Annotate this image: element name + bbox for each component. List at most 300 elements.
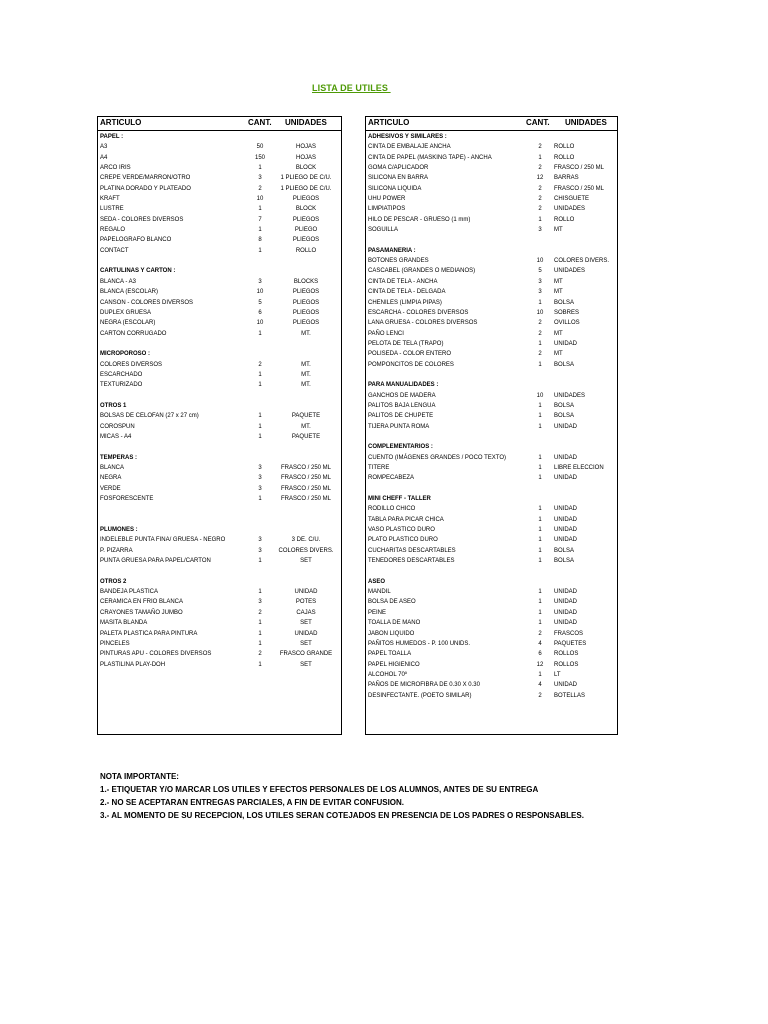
item-quantity: 12 xyxy=(536,661,544,668)
item-unit: PLIEGOS xyxy=(292,237,320,244)
table-row xyxy=(98,432,341,442)
item-quantity: 2 xyxy=(538,144,542,151)
item-unit: UNIDADES xyxy=(554,392,586,399)
item-unit: SOBRES xyxy=(554,309,580,316)
table-row xyxy=(366,266,617,276)
item-name: TENEDORES DESCARTABLES xyxy=(368,558,455,565)
item-name: A3 xyxy=(100,144,108,151)
table-row xyxy=(98,163,341,173)
item-unit: FRASCO / 250 ML xyxy=(280,485,331,492)
item-quantity: 1 xyxy=(538,516,542,523)
item-unit: 1 PLIEGO DE C/U. xyxy=(280,175,332,182)
item-unit: UNIDADES xyxy=(554,206,586,213)
table-row xyxy=(366,194,617,204)
item-name: VASO PLASTICO DURO xyxy=(368,527,435,534)
table-row xyxy=(366,515,617,525)
item-unit: PAQUETE xyxy=(291,433,321,440)
item-unit: UNIDAD xyxy=(554,537,578,544)
item-unit: PAQUETES xyxy=(554,640,587,647)
note-2: 2.- NO SE ACEPTARAN ENTREGAS PARCIALES, A FIN DE EVITAR CONFUSION. xyxy=(100,798,405,807)
item-quantity: 2 xyxy=(258,361,262,368)
table-row xyxy=(366,360,617,370)
table-row xyxy=(98,463,341,473)
header-articulo: ARTICULO xyxy=(368,118,410,127)
table-row xyxy=(366,256,617,266)
item-quantity: 1 xyxy=(258,640,262,647)
item-name: POLISEDA - COLOR ENTERO xyxy=(368,351,452,358)
blank-row xyxy=(98,515,341,525)
section-heading-row xyxy=(366,577,617,587)
table-row xyxy=(98,360,341,370)
table-row xyxy=(98,318,341,328)
item-unit: COLORES DIVERS. xyxy=(554,258,610,265)
section-heading-row xyxy=(98,453,341,463)
item-unit: SET xyxy=(300,620,312,627)
item-quantity: 10 xyxy=(256,320,264,327)
item-quantity: 1 xyxy=(538,589,542,596)
item-quantity: 2 xyxy=(538,630,542,637)
section-heading: OTROS 1 xyxy=(100,402,127,409)
item-quantity: 50 xyxy=(256,144,264,151)
table-row xyxy=(98,287,341,297)
item-unit: MT. xyxy=(301,330,311,337)
item-name: FOSFORESCENTE xyxy=(100,496,154,503)
blank-row xyxy=(98,442,341,452)
table-row xyxy=(98,629,341,639)
table-row xyxy=(98,153,341,163)
item-quantity: 1 xyxy=(538,423,542,430)
item-quantity: 7 xyxy=(258,216,262,223)
item-quantity: 8 xyxy=(258,237,262,244)
item-name: PAÑITOS HUMEDOS - P. 100 UNIDS. xyxy=(368,640,471,647)
item-name: TIJERA PUNTA ROMA xyxy=(368,423,430,430)
item-quantity: 1 xyxy=(538,537,542,544)
item-unit: BOLSA xyxy=(554,558,575,565)
table-row xyxy=(98,639,341,649)
item-name: PAPEL TOALLA xyxy=(368,651,412,658)
item-name: LUSTRE xyxy=(100,206,124,213)
item-quantity: 1 xyxy=(538,413,542,420)
item-unit: MT. xyxy=(301,423,311,430)
item-unit: UNIDAD xyxy=(554,340,578,347)
item-unit: UNIDADES xyxy=(554,268,586,275)
table-row xyxy=(366,670,617,680)
item-name: CRAYONES TAMAÑO JUMBO xyxy=(100,609,183,616)
table-row xyxy=(98,422,341,432)
item-unit: FRASCO / 250 ML xyxy=(554,165,605,172)
item-name: COROSPUN xyxy=(100,423,135,430)
item-name: BLANCA (ESCOLAR) xyxy=(100,289,159,296)
item-unit: UNIDAD xyxy=(554,682,578,689)
item-quantity: 3 xyxy=(258,537,262,544)
item-unit: HOJAS xyxy=(295,154,316,161)
section-heading-row xyxy=(98,132,341,142)
blank-row xyxy=(366,370,617,380)
item-unit: BLOCK xyxy=(295,165,317,172)
table-row xyxy=(366,308,617,318)
item-name: GOMA C/APLICADOR xyxy=(368,165,429,172)
item-quantity: 12 xyxy=(536,175,544,182)
item-unit: ROLLO xyxy=(554,216,575,223)
section-heading-row xyxy=(98,266,341,276)
item-unit: BLOCK xyxy=(295,206,317,213)
item-name: PLATO PLASTICO DURO xyxy=(368,537,438,544)
item-unit: MT xyxy=(554,227,563,234)
item-name: PAPELOGRAFO BLANCO xyxy=(100,237,172,244)
item-name: A4 xyxy=(100,154,108,161)
item-unit: HOJAS xyxy=(295,144,316,151)
item-unit: MT. xyxy=(301,371,311,378)
item-quantity: 2 xyxy=(538,330,542,337)
section-heading-row xyxy=(366,494,617,504)
table-row xyxy=(366,597,617,607)
table-row xyxy=(98,556,341,566)
blank-row xyxy=(98,256,341,266)
item-unit: FRASCO / 250 ML xyxy=(280,496,331,503)
item-unit: ROLLO xyxy=(554,154,575,161)
table-row xyxy=(98,225,341,235)
item-quantity: 1 xyxy=(538,527,542,534)
table-row xyxy=(98,411,341,421)
item-unit: UNIDAD xyxy=(294,630,318,637)
table-row xyxy=(98,660,341,670)
item-name: TITERE xyxy=(368,465,390,471)
important-notes xyxy=(100,772,584,824)
item-quantity: 10 xyxy=(256,289,264,296)
item-quantity: 2 xyxy=(538,185,542,192)
item-name: PAPEL HIGIENICO xyxy=(368,661,420,668)
item-quantity: 4 xyxy=(538,682,542,689)
section-heading: PASAMANERIA : xyxy=(368,247,416,254)
item-unit: SET xyxy=(300,661,312,668)
item-name: CINTA DE EMBALAJE ANCHA xyxy=(368,144,451,151)
item-quantity: 2 xyxy=(258,185,262,192)
item-unit: CAJAS xyxy=(296,609,316,616)
item-unit: MT xyxy=(554,289,563,296)
item-name: ESCARCHA - COLORES DIVERSOS xyxy=(368,309,469,316)
item-unit: MT xyxy=(554,278,563,285)
table-row xyxy=(366,411,617,421)
table-row xyxy=(366,298,617,308)
item-quantity: 1 xyxy=(258,382,262,389)
item-quantity: 3 xyxy=(538,289,542,296)
item-unit: UNIDAD xyxy=(554,454,578,461)
item-unit: CHISGUETE xyxy=(554,196,590,203)
section-heading: PLUMONES : xyxy=(100,527,138,534)
item-quantity: 1 xyxy=(258,330,262,337)
item-quantity: 1 xyxy=(258,661,262,668)
item-quantity: 1 xyxy=(538,154,542,161)
item-unit: MT xyxy=(554,351,563,358)
table-row xyxy=(98,277,341,287)
item-quantity: 1 xyxy=(258,496,262,503)
item-unit: PLIEGOS xyxy=(292,289,320,296)
item-name: P. PIZARRA xyxy=(100,547,133,554)
item-quantity: 3 xyxy=(258,599,262,606)
table-row xyxy=(366,153,617,163)
item-quantity: 1 xyxy=(258,620,262,627)
item-name: BOTONES GRANDES xyxy=(368,258,429,265)
table-row xyxy=(98,494,341,504)
table-row xyxy=(98,380,341,390)
item-unit: PLIEGOS xyxy=(292,320,320,327)
item-unit: FRASCOS xyxy=(554,630,584,637)
item-quantity: 3 xyxy=(258,475,262,482)
item-unit: FRASCO / 250 ML xyxy=(554,185,605,192)
header-cant: CANT. xyxy=(526,118,550,127)
table-row xyxy=(366,608,617,618)
item-name: ALCOHOL 70º xyxy=(368,671,407,678)
item-unit: BOLSA xyxy=(554,402,575,409)
item-quantity: 1 xyxy=(258,433,262,440)
table-row xyxy=(366,391,617,401)
right-supplies-table xyxy=(365,116,618,735)
table-row xyxy=(366,142,617,152)
header-unidades: UNIDADES xyxy=(285,118,327,127)
item-quantity: 1 xyxy=(258,165,262,172)
table-header xyxy=(98,117,341,131)
header-unidades: UNIDADES xyxy=(565,118,607,127)
item-name: LANA GRUESA - COLORES DIVERSOS xyxy=(368,320,478,327)
table-row xyxy=(366,163,617,173)
item-quantity: 1 xyxy=(538,216,542,223)
table-row xyxy=(98,473,341,483)
table-row xyxy=(366,546,617,556)
section-heading: MINI CHEFF - TALLER xyxy=(368,496,431,503)
item-quantity: 2 xyxy=(538,351,542,358)
item-unit: BARRAS xyxy=(554,175,579,182)
item-unit: PLIEGOS xyxy=(292,216,320,223)
table-row xyxy=(366,173,617,183)
table-row xyxy=(366,535,617,545)
item-name: ROMPECABEZA xyxy=(368,475,415,482)
item-unit: BOLSA xyxy=(554,361,575,368)
item-name: CERAMICA EN FRIO BLANCA xyxy=(100,599,184,606)
item-quantity: 1 xyxy=(538,465,542,471)
table-row xyxy=(366,339,617,349)
item-name: HILO DE PESCAR - GRUESO (1 mm) xyxy=(368,216,471,223)
table-row xyxy=(98,535,341,545)
section-heading-row xyxy=(98,401,341,411)
table-row xyxy=(366,618,617,628)
item-quantity: 5 xyxy=(258,299,262,306)
blank-row xyxy=(366,484,617,494)
table-row xyxy=(98,204,341,214)
table-row xyxy=(98,370,341,380)
item-unit: MT xyxy=(554,330,563,337)
item-name: BOLSAS DE CELOFAN (27 x 27 cm) xyxy=(100,413,199,420)
table-row xyxy=(366,587,617,597)
section-heading: ASEO xyxy=(368,578,386,585)
blank-row xyxy=(98,391,341,401)
item-name: TABLA PARA PICAR CHICA xyxy=(368,516,444,523)
item-unit: MT. xyxy=(301,382,311,389)
table-row xyxy=(98,235,341,245)
table-row xyxy=(366,660,617,670)
item-unit: UNIDAD xyxy=(554,475,578,482)
item-name: SOGUILLA xyxy=(368,227,399,234)
item-quantity: 1 xyxy=(258,206,262,213)
left-rows xyxy=(98,132,341,670)
item-quantity: 10 xyxy=(536,258,544,265)
item-name: TOALLA DE MANO xyxy=(368,620,421,627)
item-name: PEINE xyxy=(368,609,387,616)
table-row xyxy=(366,204,617,214)
table-row xyxy=(366,556,617,566)
table-row xyxy=(366,691,617,701)
table-row xyxy=(366,225,617,235)
item-name: RODILLO CHICO xyxy=(368,506,416,513)
item-quantity: 3 xyxy=(538,227,542,234)
blank-row xyxy=(366,432,617,442)
table-row xyxy=(366,287,617,297)
item-quantity: 1 xyxy=(258,558,262,565)
section-heading-row xyxy=(366,132,617,142)
item-quantity: 1 xyxy=(538,547,542,554)
item-name: DUPLEX GRUESA xyxy=(100,309,152,316)
item-name: PLASTILINA PLAY-DOH xyxy=(100,661,166,668)
item-quantity: 1 xyxy=(538,599,542,606)
item-unit: UNIDAD xyxy=(554,516,578,523)
item-name: CREPE VERDE/MARRON/OTRO xyxy=(100,175,191,182)
item-name: SEDA - COLORES DIVERSOS xyxy=(100,216,184,223)
item-unit: BOLSA xyxy=(554,299,575,306)
item-name: PLATINA DORADO Y PLATEADO xyxy=(100,185,191,192)
section-heading: MICROPOROSO : xyxy=(100,351,151,358)
item-unit: FRASCO GRANDE xyxy=(279,651,333,658)
table-row xyxy=(98,173,341,183)
item-quantity: 1 xyxy=(258,423,262,430)
section-heading: CARTULINAS Y CARTON : xyxy=(100,268,176,275)
table-row xyxy=(366,184,617,194)
table-row xyxy=(98,215,341,225)
note-1: 1.- ETIQUETAR Y/O MARCAR LOS UTILES Y EFECTOS PERSONALES DE LOS ALUMNOS, ANTES DE SU ENTREGA xyxy=(100,785,539,794)
item-quantity: 1 xyxy=(538,620,542,627)
item-unit: UNIDAD xyxy=(294,589,318,596)
item-quantity: 1 xyxy=(258,630,262,637)
item-name: LIMPIATIPOS xyxy=(368,206,406,213)
item-unit: PLIEGO xyxy=(294,227,318,234)
item-name: PINTURAS APU - COLORES DIVERSOS xyxy=(100,651,212,658)
table-row xyxy=(98,618,341,628)
item-quantity: 1 xyxy=(538,454,542,461)
item-name: COLORES DIVERSOS xyxy=(100,361,163,368)
item-quantity: 4 xyxy=(538,640,542,647)
table-row xyxy=(98,608,341,618)
section-heading-row xyxy=(366,380,617,390)
section-heading-row xyxy=(98,577,341,587)
item-quantity: 1 xyxy=(258,227,262,234)
item-name: CARTON CORRUGADO xyxy=(100,330,167,337)
header-articulo: ARTICULO xyxy=(100,118,142,127)
item-name: BLANCA xyxy=(100,465,125,471)
item-quantity: 10 xyxy=(536,392,544,399)
item-quantity: 2 xyxy=(538,206,542,213)
item-quantity: 2 xyxy=(538,320,542,327)
table-row xyxy=(366,329,617,339)
blank-row xyxy=(98,339,341,349)
item-name: TEXTURIZADO xyxy=(100,382,143,389)
table-row xyxy=(98,329,341,339)
item-unit: ROLLO xyxy=(295,247,317,254)
item-unit: ROLLO xyxy=(554,144,575,151)
item-unit: PLIEGOS xyxy=(292,196,320,203)
table-row xyxy=(98,194,341,204)
item-quantity: 2 xyxy=(538,196,542,203)
item-name: BOLSA DE ASEO xyxy=(368,599,416,606)
item-name: PINCELES xyxy=(100,640,130,647)
table-row xyxy=(366,277,617,287)
item-quantity: 1 xyxy=(538,558,542,565)
item-name: SILICONA LIQUIDA xyxy=(368,185,422,192)
item-unit: UNIDAD xyxy=(554,609,578,616)
item-quantity: 1 xyxy=(258,413,262,420)
table-row xyxy=(98,484,341,494)
item-quantity: 3 xyxy=(258,547,262,554)
table-row xyxy=(366,473,617,483)
table-row xyxy=(366,639,617,649)
blank-row xyxy=(98,566,341,576)
item-name: CINTA DE TELA - DELGADA xyxy=(368,289,446,296)
item-quantity: 2 xyxy=(258,651,262,658)
item-name: PALITOS DE CHUPETE xyxy=(368,413,434,420)
section-heading: ADHESIVOS Y SIMILARES : xyxy=(368,134,447,140)
item-quantity: 1 xyxy=(258,371,262,378)
item-quantity: 1 xyxy=(538,671,542,678)
table-row xyxy=(366,504,617,514)
item-quantity: 6 xyxy=(538,651,542,658)
item-quantity: 5 xyxy=(538,268,542,275)
page-title: LISTA DE UTILES xyxy=(312,83,391,93)
section-heading: COMPLEMENTARIOS : xyxy=(368,444,433,451)
table-row xyxy=(98,246,341,256)
item-unit: ROLLOS xyxy=(554,651,579,658)
item-quantity: 1 xyxy=(538,361,542,368)
table-row xyxy=(366,349,617,359)
section-heading-row xyxy=(366,246,617,256)
item-name: GANCHOS DE MADERA xyxy=(368,392,436,399)
item-name: BLANCA - A3 xyxy=(100,278,137,285)
item-unit: 1 PLIEGO DE C/U. xyxy=(280,185,332,192)
item-quantity: 3 xyxy=(258,465,262,471)
item-name: CONTACT xyxy=(100,247,129,254)
item-unit: POTES xyxy=(295,599,317,606)
item-name: PAÑOS DE MICROFIBRA DE 0.30 X 0.30 xyxy=(368,682,480,689)
item-unit: COLORES DIVERS. xyxy=(278,547,334,554)
item-unit: UNIDAD xyxy=(554,527,578,534)
item-unit: SET xyxy=(300,558,312,565)
blank-row xyxy=(366,235,617,245)
item-name: PALITOS BAJA LENGUA xyxy=(368,402,436,409)
item-unit: UNIDAD xyxy=(554,599,578,606)
item-unit: UNIDAD xyxy=(554,589,578,596)
table-header xyxy=(366,117,617,131)
item-quantity: 1 xyxy=(538,340,542,347)
item-name: NEGRA (ESCOLAR) xyxy=(100,320,156,327)
item-quantity: 1 xyxy=(538,609,542,616)
item-quantity: 3 xyxy=(258,485,262,492)
table-row xyxy=(366,215,617,225)
table-row xyxy=(366,649,617,659)
item-quantity: 10 xyxy=(536,309,544,316)
section-heading: OTROS 2 xyxy=(100,578,127,585)
section-heading-row xyxy=(98,525,341,535)
item-quantity: 10 xyxy=(256,196,264,203)
item-unit: BOLSA xyxy=(554,547,575,554)
item-name: PUNTA GRUESA PARA PAPEL/CARTON xyxy=(100,558,211,565)
note-3: 3.- AL MOMENTO DE SU RECEPCION, LOS UTILES SERAN COTEJADOS EN PRESENCIA DE LOS PADRES O RESPONSABLES. xyxy=(100,811,584,820)
item-unit: FRASCO / 250 ML xyxy=(280,475,331,482)
